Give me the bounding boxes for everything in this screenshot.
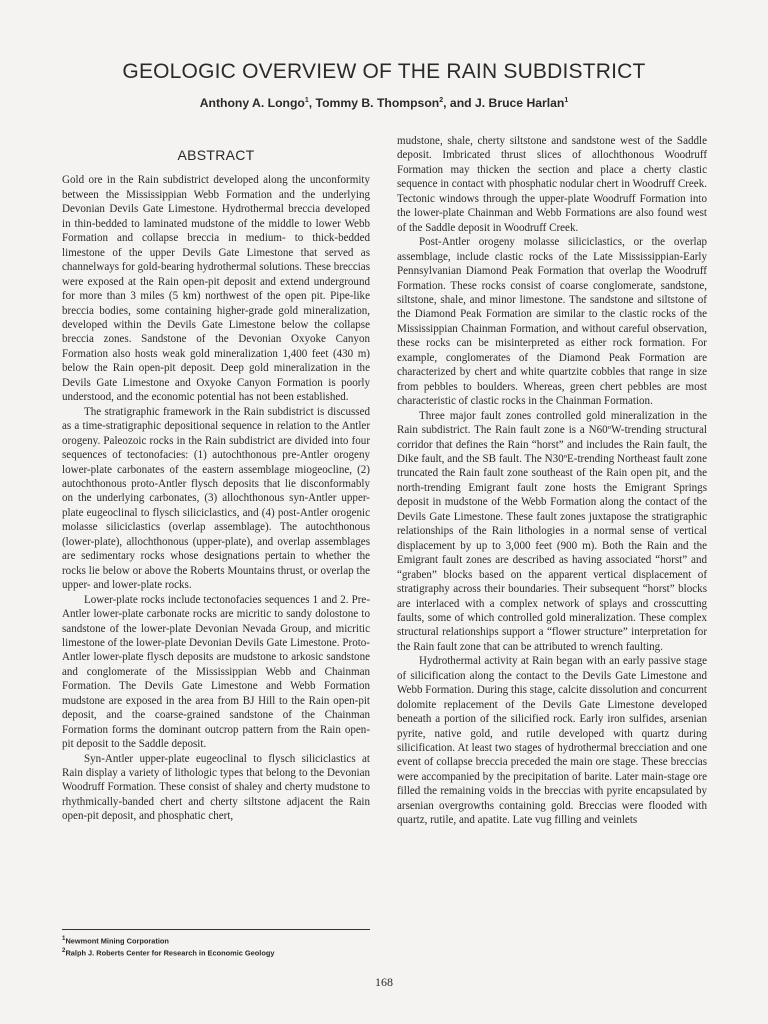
author-name: J. Bruce Harlan bbox=[474, 96, 565, 110]
author-name: Tommy B. Thompson bbox=[315, 96, 440, 110]
body-paragraph: Three major fault zones controlled gold mineralization in the Rain subdistrict. The Rain fault zone is a N60ºW-trending structural corridor that defines the Rain “horst” and includes the Rain fault, the Dike fault, and the SB fault. The N30ºE-trending Northeast fault zone truncated the Rain fault zone southeast of the Rain open pit, and the north-trending Emigrant fault zone hosts the Emigrant Springs deposit in mudstone of the Webb Formation along the contact of the Devils Gate Limestone. These fault zones juxtapose the stratigraphic relationships of the Rain lithologies in a normal sense of vertical displacement by up to 3,000 feet (900 m). Both the Rain and the Emigrant fault zones are described as having associated “horst” and “graben” blocks based on the apparent vertical displacement of stratigraphy across their boundaries. Their subsequent “horst” blocks are interlaced with a complex network of splays and crosscutting faults, some of which controlled gold mineralization. These complex structural relationships support a “flower structure” interpretation for the Rain fault zone that can be attributed to wrench faulting. bbox=[397, 409, 707, 653]
body-paragraph: Post-Antler orogeny molasse siliciclastics, or the overlap assemblage, include clastic rocks of the Late Mississippian-Early Pennsylvanian Diamond Peak Formation that overlap the Woodruff Formation. These rocks consist of coarse conglomerate, sandstone, siltstone, shale, and minor limestone. The sandstone and siltstone of the Diamond Peak Formation are similar to the clastic rocks of the Mississippian Chainman Formation, and without careful observation, these rocks can be misinterpreted as either rock formation. For example, conglomerates of the Diamond Peak Formation are characterized by chert and white quartzite cobbles that range in size from pebbles to boulders. Whereas, green chert pebbles are most characteristic of clastic rocks in the Chainman Formation. bbox=[397, 236, 707, 408]
body-paragraph: Hydrothermal activity at Rain began with an early passive stage of silicification along the contact to the Devils Gate Limestone and Webb Formation. During this stage, calcite dissolution and concurrent dolomite replacement of the Devils Gate Limestone developed beneath a portion of the silicified rock. Early iron sulfides, arsenian pyrite, native gold, and rutile developed with quartz during silicification. At least two stages of hydrothermal brecciation and one event of collapse breccia preceded the main ore stage. These breccias were accompanied by the precipitation of barite. Later main-stage ore filled the remaining voids in the breccias with pyrite encapsulated by arsenian overgrowths containing gold. Breccias were flooded with quartz, rutile, and apatite. Late vug filling and veinlets bbox=[397, 655, 707, 827]
abstract-heading: ABSTRACT bbox=[177, 147, 255, 163]
footnote bbox=[62, 946, 370, 958]
author-list bbox=[0, 96, 768, 110]
author-affiliation-marker: 1 bbox=[304, 96, 309, 104]
author-separator: , bbox=[308, 96, 316, 110]
footnote-text: Ralph J. Roberts Center for Research in Economic Geology bbox=[65, 948, 275, 958]
author-affiliation-marker: 2 bbox=[439, 96, 444, 104]
right-column bbox=[397, 134, 707, 828]
body-paragraph: Gold ore in the Rain subdistrict developed along the unconformity between the Mississippian Webb Formation and the underlying Devonian Devils Gate Limestone. Hydrothermal breccia developed in thin-bedded to laminated mudstone of the middle to lower Webb Formation and collapse breccia in medium- to thick-bedded limestone of the upper Devils Gate Limestone that served as channelways for gold-bearing hydrothermal solutions. These breccias were exposed at the Rain open-pit deposit and extend underground for more than 3 miles (5 km) northwest of the open pit. Pipe-like breccia bodies, some containing higher-grade gold mineralization, developed within the Devils Gate Limestone below the collapse breccia zones. Sandstone of the Devonian Oxyoke Canyon Formation also hosts weak gold mineralization 1,400 feet (430 m) below the Rain open-pit deposit. Deep gold mineralization in the Devils Gate Limestone and Oxyoke Canyon Formation is poorly understood, and the economic potential has not been established. bbox=[62, 174, 370, 404]
footnotes bbox=[62, 929, 370, 959]
body-paragraph: Syn-Antler upper-plate eugeoclinal to flysch siliciclastics at Rain display a variety of lithologic types that belong to the Devonian Woodruff Formation. These consist of shaley and cherty mudstone to rhythmically-banded chert and cherty siltstone adjacent the Rain open-pit deposit, and phosphatic chert, bbox=[62, 752, 370, 823]
footnote bbox=[62, 934, 370, 946]
footnote-marker: 1 bbox=[62, 935, 66, 942]
left-column bbox=[62, 140, 370, 824]
paper-title: GEOLOGIC OVERVIEW OF THE RAIN SUBDISTRICT bbox=[122, 60, 646, 83]
footnote-marker: 2 bbox=[62, 947, 66, 955]
body-paragraph: Lower-plate rocks include tectonofacies sequences 1 and 2. Pre-Antler lower-plate carbonate rocks are micritic to sandy dolostone to sandstone of the lower-plate Devonian Nevada Group, and micritic limestone of the lower-plate Devonian Devils Gate Limestone. Proto-Antler lower-plate flysch deposits are mudstone to arkosic sandstone and conglomerate of the Mississippian Webb and Chainman Formation. The Devils Gate Limestone and Webb Formation mudstone are exposed in the area from BJ Hill to the Rain open-pit deposit, and the coarse-grained sandstone of the Chainman Formation forms the dominant outcrop pattern from the Rain open-pit deposit to the Saddle deposit. bbox=[62, 593, 370, 751]
body-paragraph: The stratigraphic framework in the Rain subdistrict is discussed as a time-stratigraphic depositional sequence in relation to the Antler orogeny. Paleozoic rocks in the Rain subdistrict are divided into four sequences of tectonofacies: (1) autochthonous pre-Antler orogeny lower-plate carbonates of the eastern assemblage miogeocline, (2) autochthonous proto-Antler flysch deposits that lie disconformably on the underlying carbonates, (3) allochthonous syn-Antler upper-plate eugeoclinal to flysch siliciclastics, and (4) post-Antler orogenic molasse siliciclastics (overlap assemblage). The autochthonous (lower-plate), allochthonous (upper-plate), and overlap assemblages are sedimentary rocks whose designations pertain to whether the rocks lie below or above the Roberts Mountains thrust, or overlap the upper- and lower-plate rocks. bbox=[62, 405, 370, 592]
author-separator: , and bbox=[443, 96, 475, 110]
author-name: Anthony A. Longo bbox=[199, 96, 305, 110]
author-affiliation-marker: 1 bbox=[564, 96, 569, 104]
body-paragraph: mudstone, shale, cherty siltstone and sandstone west of the Saddle deposit. Imbricated thrust slices of allochthonous Woodruff Formation may thicken the section and place a cherty clastic sequence in contact with phosphatic nodular chert in Woodruff Creek. Tectonic windows through the upper-plate Woodruff Formation into the lower-plate Chainman and Webb Formations are also found west of the Saddle deposit in Woodruff Creek. bbox=[397, 135, 707, 234]
page-number: 168 bbox=[375, 975, 393, 989]
footnote-text: Newmont Mining Corporation bbox=[65, 936, 169, 946]
